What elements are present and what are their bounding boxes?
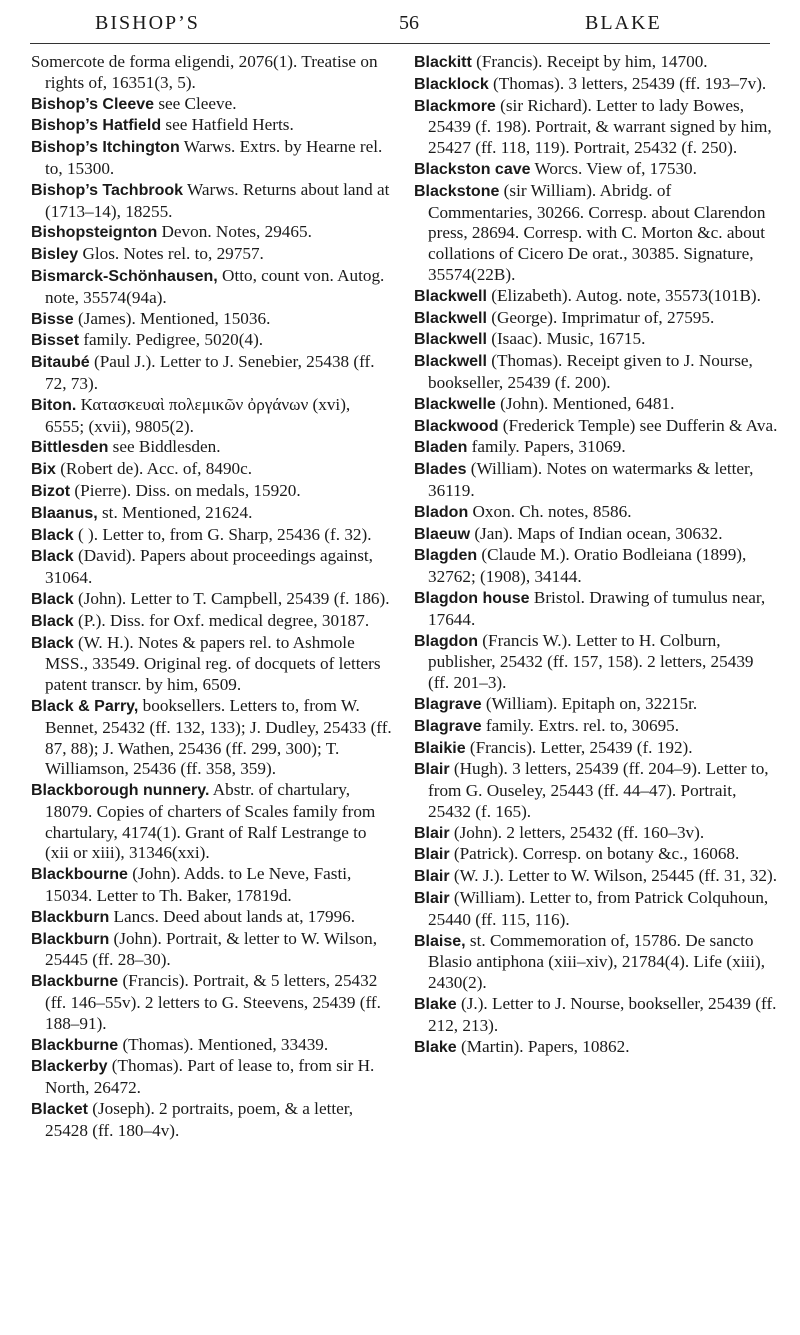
left-column xyxy=(31,52,393,1142)
entry-headword: Blaikie xyxy=(414,739,466,757)
entry-headword: Blackburn xyxy=(31,930,110,948)
index-entry xyxy=(414,738,778,760)
entry-text: (J.). Letter to J. Nourse, bookseller, 25439 (ff. 212, 213). xyxy=(428,994,777,1035)
index-entry xyxy=(31,115,393,137)
entry-text: (Isaac). Music, 16715. xyxy=(486,329,646,349)
entry-text: (W. H.). Notes & papers rel. to Ashmole MSS., 33549. Original reg. of docquets of letters patent transcr. by him, 6509. xyxy=(45,632,381,695)
entry-text: (Claude M.). Oratio Bodleiana (1899), 32762; (1908), 34144. xyxy=(428,545,747,587)
index-entry xyxy=(414,159,778,181)
entry-text: Otto, count von. Autog. note, 35574(94a). xyxy=(45,265,385,307)
index-entry xyxy=(414,394,778,416)
entry-text: Warws. Returns about land at (1713–14), 18255. xyxy=(45,179,390,221)
entry-text: (John). Adds. to Le Neve, Fasti, 15034. Letter to Th. Baker, 17819d. xyxy=(45,864,352,906)
entry-text: (Paul J.). Letter to J. Senebier, 25438 (ff. 72, 73). xyxy=(45,352,375,393)
entry-headword: Bitaubé xyxy=(31,354,90,372)
index-entry xyxy=(414,351,778,394)
index-entry xyxy=(414,181,778,286)
entry-headword: Bladon xyxy=(414,503,469,521)
entry-text: st. Commemoration of, 15786. De sancto Blasio antiphona (xiii–xiv), 21784(4). Life (xiii), 2430(2). xyxy=(428,930,766,993)
index-entry xyxy=(414,96,778,159)
index-entry xyxy=(31,395,393,438)
entry-text: (Joseph). 2 portraits, poem, & a letter, 25428 (ff. 180–4v). xyxy=(45,1099,354,1140)
entry-text: (P.). Diss. for Oxf. medical degree, 30187. xyxy=(73,610,370,630)
index-entry xyxy=(31,1035,393,1057)
entry-headword: Blair xyxy=(414,846,450,864)
entry-headword: Black xyxy=(31,526,74,544)
entry-headword: Blacklock xyxy=(414,75,489,93)
entry-headword: Bladen xyxy=(414,439,468,457)
entry-headword: Blake xyxy=(414,996,457,1014)
entry-text: (Hugh). 3 letters, 25439 (ff. 204–9). Letter to, from G. Ouseley, 25443 (ff. 44–47). Portrait, 25432 (f. 165). xyxy=(428,759,769,821)
index-entry xyxy=(31,330,393,352)
index-entry xyxy=(414,437,778,459)
entry-text: (John). Mentioned, 6481. xyxy=(495,393,675,413)
entry-headword: Blair xyxy=(414,890,450,908)
entry-text: see Cleeve. xyxy=(154,93,237,113)
right-column xyxy=(414,52,778,1058)
entry-headword: Blaeuw xyxy=(414,525,471,543)
entry-headword: Blackburne xyxy=(31,973,119,991)
entry-headword: Blades xyxy=(414,461,467,479)
entry-text: Abstr. of chartulary, 18079. Copies of charters of Scales family from chartulary, 4174(1). Grant of Ralf Lestrange to (xii or xiii), 31346(xxi). xyxy=(45,780,376,863)
index-entry xyxy=(414,694,778,716)
index-entry xyxy=(31,481,393,503)
entry-headword: Blaanus, xyxy=(31,504,98,522)
index-entry xyxy=(414,823,778,845)
entry-headword: Bittlesden xyxy=(31,439,109,457)
entry-headword: Black xyxy=(31,590,74,608)
index-entry xyxy=(414,931,778,994)
index-entry xyxy=(414,329,778,351)
index-entry xyxy=(31,437,393,459)
entry-headword: Black & Parry, xyxy=(31,697,139,715)
index-entry xyxy=(31,780,393,864)
index-entry xyxy=(414,888,778,931)
header-left-word: BISHOP’S xyxy=(95,12,200,34)
entry-headword: Bishop’s Itchington xyxy=(31,139,180,157)
index-entry xyxy=(31,525,393,547)
index-entry xyxy=(414,1037,778,1059)
index-entry xyxy=(414,631,778,694)
entry-headword: Blair xyxy=(414,868,450,886)
entry-text: Lancs. Deed about lands at, 17996. xyxy=(109,906,356,926)
entry-headword: Bizot xyxy=(31,482,71,500)
entry-headword: Bix xyxy=(31,461,56,479)
index-entry xyxy=(31,459,393,481)
entry-text: Somercote de forma eligendi, 2076(1). Treatise on rights of, 16351(3, 5). xyxy=(31,52,378,92)
entry-text: (Thomas). Part of lease to, from sir H. North, 26472. xyxy=(45,1056,375,1098)
entry-text: ( ). Letter to, from G. Sharp, 25436 (f. 32). xyxy=(73,524,372,544)
entry-text: Glos. Notes rel. to, 29757. xyxy=(78,244,264,264)
index-entry xyxy=(31,1056,393,1099)
index-entry xyxy=(414,994,778,1037)
entry-text: (Martin). Papers, 10862. xyxy=(456,1036,630,1056)
index-entry xyxy=(31,266,393,309)
entry-headword: Biton. xyxy=(31,396,77,414)
entry-headword: Blackwelle xyxy=(414,395,496,413)
index-entry xyxy=(31,1099,393,1142)
entry-headword: Blacket xyxy=(31,1101,88,1119)
entry-text: (Jan). Maps of Indian ocean, 30632. xyxy=(470,523,723,543)
entry-headword: Blackitt xyxy=(414,54,472,71)
index-entry xyxy=(414,52,778,74)
entry-text: (John). 2 letters, 25432 (ff. 160–3v). xyxy=(449,822,705,842)
entry-headword: Blackwell xyxy=(414,309,487,327)
entry-text: Bristol. Drawing of tumulus near, 17644. xyxy=(428,587,766,629)
entry-headword: Blackbourne xyxy=(31,866,128,884)
header-right-word: BLAKE xyxy=(585,12,662,34)
index-entry xyxy=(414,74,778,96)
entry-headword: Blair xyxy=(414,824,450,842)
entry-headword: Bishopsteignton xyxy=(31,224,158,242)
entry-headword: Blake xyxy=(414,1038,457,1056)
entry-text: see Biddlesden. xyxy=(108,437,221,457)
entry-headword: Blagrave xyxy=(414,717,482,735)
entry-headword: Bismarck-Schönhausen, xyxy=(31,267,218,285)
entry-headword: Blagrave xyxy=(414,695,482,713)
entry-text: (Francis). Portrait, & 5 letters, 25432 (ff. 146–55v). 2 letters to G. Steevens, 25439 (ff. 188–91). xyxy=(45,971,381,1033)
entry-headword: Bisse xyxy=(31,310,74,328)
entry-text: (sir Richard). Letter to lady Bowes, 25439 (f. 198). Portrait, & warrant signed by him, 25427 (ff. 118, 119). Portrait, 25432 (f. 250). xyxy=(428,95,772,158)
entry-text: (William). Notes on watermarks & letter, 36119. xyxy=(428,459,754,500)
index-entry xyxy=(31,244,393,266)
entry-text: see Hatfield Herts. xyxy=(161,115,294,135)
entry-text: (Robert de). Acc. of, 8490c. xyxy=(55,459,253,479)
index-entry xyxy=(31,589,393,611)
entry-text: (Thomas). Receipt given to J. Nourse, bookseller, 25439 (f. 200). xyxy=(428,351,753,392)
index-entry xyxy=(414,545,778,588)
index-entry xyxy=(414,416,778,438)
index-entry xyxy=(414,502,778,524)
entry-text: (Pierre). Diss. on medals, 15920. xyxy=(70,480,301,500)
entry-headword: Black xyxy=(31,634,74,652)
entry-headword: Blagden xyxy=(414,547,478,565)
entry-headword: Bishop’s Tachbrook xyxy=(31,181,184,199)
entry-headword: Blair xyxy=(414,761,450,779)
page-number: 56 xyxy=(399,12,419,34)
index-entry xyxy=(414,866,778,888)
index-entry xyxy=(414,286,778,308)
entry-headword: Blagdon xyxy=(414,632,478,650)
entry-headword: Blackmore xyxy=(414,97,496,115)
index-entry xyxy=(31,611,393,633)
entry-text: st. Mentioned, 21624. xyxy=(97,502,253,522)
index-entry xyxy=(31,696,393,780)
entry-text: family. Papers, 31069. xyxy=(467,437,626,457)
entry-text: (Thomas). 3 letters, 25439 (ff. 193–7v). xyxy=(488,73,767,93)
entry-text: (Elizabeth). Autog. note, 35573(101B). xyxy=(486,285,761,305)
entry-text: (Francis). Letter, 25439 (f. 192). xyxy=(465,737,693,757)
entry-text: (Francis). Receipt by him, 14700. xyxy=(471,52,708,71)
index-entry xyxy=(31,309,393,331)
entry-text: (Thomas). Mentioned, 33439. xyxy=(118,1034,329,1054)
index-entry xyxy=(414,588,778,631)
entry-text: (Patrick). Corresp. on botany &c., 16068. xyxy=(449,844,740,864)
index-entry xyxy=(31,94,393,116)
entry-headword: Blackwood xyxy=(414,417,499,435)
entry-headword: Blackwell xyxy=(414,353,487,371)
index-entry xyxy=(414,716,778,738)
entry-text: Warws. Extrs. by Hearne rel. to, 15300. xyxy=(45,137,383,178)
entry-headword: Blackstone xyxy=(414,182,500,200)
index-entry xyxy=(31,929,393,972)
entry-text: (David). Papers about proceedings against, 31064. xyxy=(45,546,373,588)
entry-text: (William). Epitaph on, 32215r. xyxy=(481,693,698,713)
entry-text: (William). Letter to, from Patrick Colquhoun, 25440 (ff. 115, 116). xyxy=(428,888,769,929)
entry-headword: Bisley xyxy=(31,246,79,264)
index-entry xyxy=(31,971,393,1034)
entry-text: (James). Mentioned, 15036. xyxy=(73,308,271,328)
entry-text: Κατασκευαὶ πολεμικῶν ὀργάνων (xvi), 6555; (xvii), 9805(2). xyxy=(45,394,351,436)
entry-headword: Bishop’s Cleeve xyxy=(31,95,155,113)
index-entry xyxy=(31,503,393,525)
index-entry xyxy=(31,180,393,223)
entry-text: (John). Portrait, & letter to W. Wilson, 25445 (ff. 28–30). xyxy=(45,928,378,970)
entry-text: Devon. Notes, 29465. xyxy=(157,222,312,242)
entry-text: (John). Letter to T. Campbell, 25439 (f. 186). xyxy=(73,588,390,608)
entry-headword: Blaise, xyxy=(414,932,466,950)
running-header xyxy=(30,8,770,44)
index-entry xyxy=(31,907,393,929)
entry-text: Worcs. View of, 17530. xyxy=(530,158,697,178)
index-entry xyxy=(31,864,393,907)
entry-headword: Blackwell xyxy=(414,287,487,305)
entry-headword: Blackwell xyxy=(414,331,487,349)
entry-text: booksellers. Letters to, from W. Bennet, 25432 (ff. 132, 133); J. Dudley, 25433 (ff. 87, 88); J. Wathen, 25436 (ff. 299, 300); T. Williamson, 25436 (ff. 358, 359). xyxy=(45,695,392,779)
entry-headword: Blackburne xyxy=(31,1036,119,1054)
index-entry xyxy=(31,52,393,94)
entry-text: (Francis W.). Letter to H. Colburn, publisher, 25432 (ff. 157, 158). 2 letters, 25439 (ff. 201–3). xyxy=(428,630,754,693)
entry-text: (W. J.). Letter to W. Wilson, 25445 (ff. 31, 32). xyxy=(449,866,778,886)
entry-headword: Blackerby xyxy=(31,1058,108,1076)
entry-text: (Frederick Temple) see Dufferin & Ava. xyxy=(498,415,778,435)
entry-headword: Bishop’s Hatfield xyxy=(31,117,162,135)
entry-headword: Black xyxy=(31,612,74,630)
entry-text: (sir William). Abridg. of Commentaries, 30266. Corresp. about Clarendon press, 28694. Corresp. with C. Morton &c. about collations of Cicero De orat., 30385. Signature, 35574(22B). xyxy=(428,180,766,284)
header-rule xyxy=(30,43,770,44)
index-entry xyxy=(31,222,393,244)
index-entry xyxy=(414,459,778,502)
entry-headword: Blackburn xyxy=(31,908,110,926)
index-entry xyxy=(414,308,778,330)
entry-text: family. Pedigree, 5020(4). xyxy=(79,330,264,350)
index-entry xyxy=(31,546,393,589)
index-entry xyxy=(414,524,778,546)
entry-text: family. Extrs. rel. to, 30695. xyxy=(481,715,680,735)
index-entry xyxy=(31,352,393,395)
entry-headword: Blackston cave xyxy=(414,160,531,178)
index-entry xyxy=(31,633,393,696)
entry-headword: Blagdon house xyxy=(414,589,530,607)
index-entry xyxy=(414,844,778,866)
entry-headword: Blackborough nunnery. xyxy=(31,782,210,800)
entry-text: Oxon. Ch. notes, 8586. xyxy=(468,501,632,521)
entry-headword: Bisset xyxy=(31,332,80,350)
entry-text: (George). Imprimatur of, 27595. xyxy=(486,307,715,327)
index-entry xyxy=(414,759,778,822)
entry-headword: Black xyxy=(31,548,74,566)
index-entry xyxy=(31,137,393,180)
